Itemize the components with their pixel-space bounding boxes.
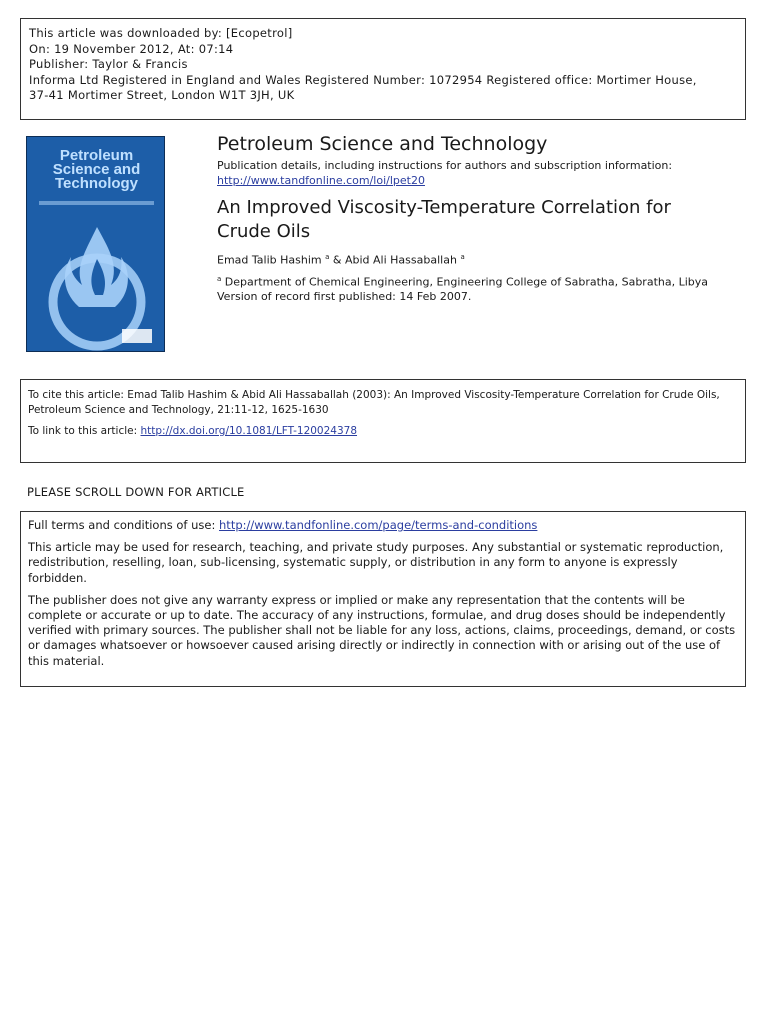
article-title <box>217 196 737 244</box>
scroll-notice: PLEASE SCROLL DOWN FOR ARTICLE <box>27 485 245 499</box>
article-title-line: Crude Oils <box>217 221 311 242</box>
article-title-line: An Improved Viscosity-Temperature Correlation for <box>217 197 671 218</box>
journal-title: Petroleum Science and Technology <box>217 133 548 155</box>
citation-text: To cite this article: Emad Talib Hashim & Abid Ali Hassaballah (2003): An Improved Viscosity-Temperature Correlation for Crude Oils, Petroleum Science and Technology, 21:11-12, 1625-1630 <box>28 389 720 416</box>
publisher-line: Publisher: Taylor & Francis <box>29 57 188 71</box>
doi-link[interactable]: http://dx.doi.org/10.1081/LFT-120024378 <box>140 425 358 437</box>
terms-paragraph: This article may be used for research, teaching, and private study purposes. Any substantial or systematic reproduction, redistribution, reselling, loan, sub-licensing, systematic supply, or distribution in any form to anyone is expressly forbidden. <box>28 540 724 585</box>
flame-logo-icon <box>27 207 165 352</box>
cover-title-line: Petroleum <box>59 147 134 164</box>
terms-line <box>28 518 738 533</box>
cover-title-line: Science and <box>52 161 141 178</box>
cover-strip <box>39 201 154 205</box>
author-name: Emad Talib Hashim <box>217 253 322 267</box>
journal-cover-image <box>26 136 165 352</box>
terms-link[interactable]: http://www.tandfonline.com/page/terms-and-conditions <box>219 518 538 532</box>
cover-title-line: Technology <box>54 175 139 192</box>
disclaimer-paragraph: The publisher does not give any warranty express or implied or make any representation that the contents will be complete or accurate or up to date. The accuracy of any instructions, formulae, and drug doses should be independently verified with primary sources. The publisher shall not be liable for any loss, actions, claims, proceedings, demand, or costs or damages whatsoever or howsoever caused arising directly or indirectly in connection with or arising out of the use of this material. <box>28 592 736 668</box>
version-record: Version of record first published: 14 Feb 2007. <box>217 290 472 304</box>
publication-details <box>217 130 737 304</box>
download-date-line: On: 19 November 2012, At: 07:14 <box>29 41 234 56</box>
address-line: 37-41 Mortimer Street, London W1T 3JH, UK <box>29 88 295 102</box>
cover-title <box>27 149 165 191</box>
author-separator: & <box>329 253 345 267</box>
publication-details-text: Publication details, including instructions for authors and subscription information: <box>217 159 673 172</box>
affiliation-superscript: a <box>217 274 222 283</box>
authors <box>217 250 737 268</box>
affiliation <box>217 272 737 290</box>
author-superscript: a <box>325 253 330 261</box>
article-link-line <box>28 424 738 439</box>
download-line: This article was downloaded by: [Ecopetrol] <box>29 26 293 40</box>
citation-box <box>20 379 746 463</box>
download-info-box <box>20 18 746 120</box>
terms-label: Full terms and conditions of use: <box>28 518 220 532</box>
journal-link[interactable]: http://www.tandfonline.com/loi/lpet20 <box>217 174 425 187</box>
author-superscript: a <box>460 253 465 261</box>
article-link-label: To link to this article: <box>28 425 141 437</box>
author-name: Abid Ali Hassaballah <box>344 253 457 267</box>
terms-box <box>20 511 746 687</box>
affiliation-text: Department of Chemical Engineering, Engineering College of Sabratha, Sabratha, Libya <box>224 275 709 289</box>
registration-line: Informa Ltd Registered in England and Wales Registered Number: 1072954 Registered office: Mortimer House, <box>29 72 697 87</box>
